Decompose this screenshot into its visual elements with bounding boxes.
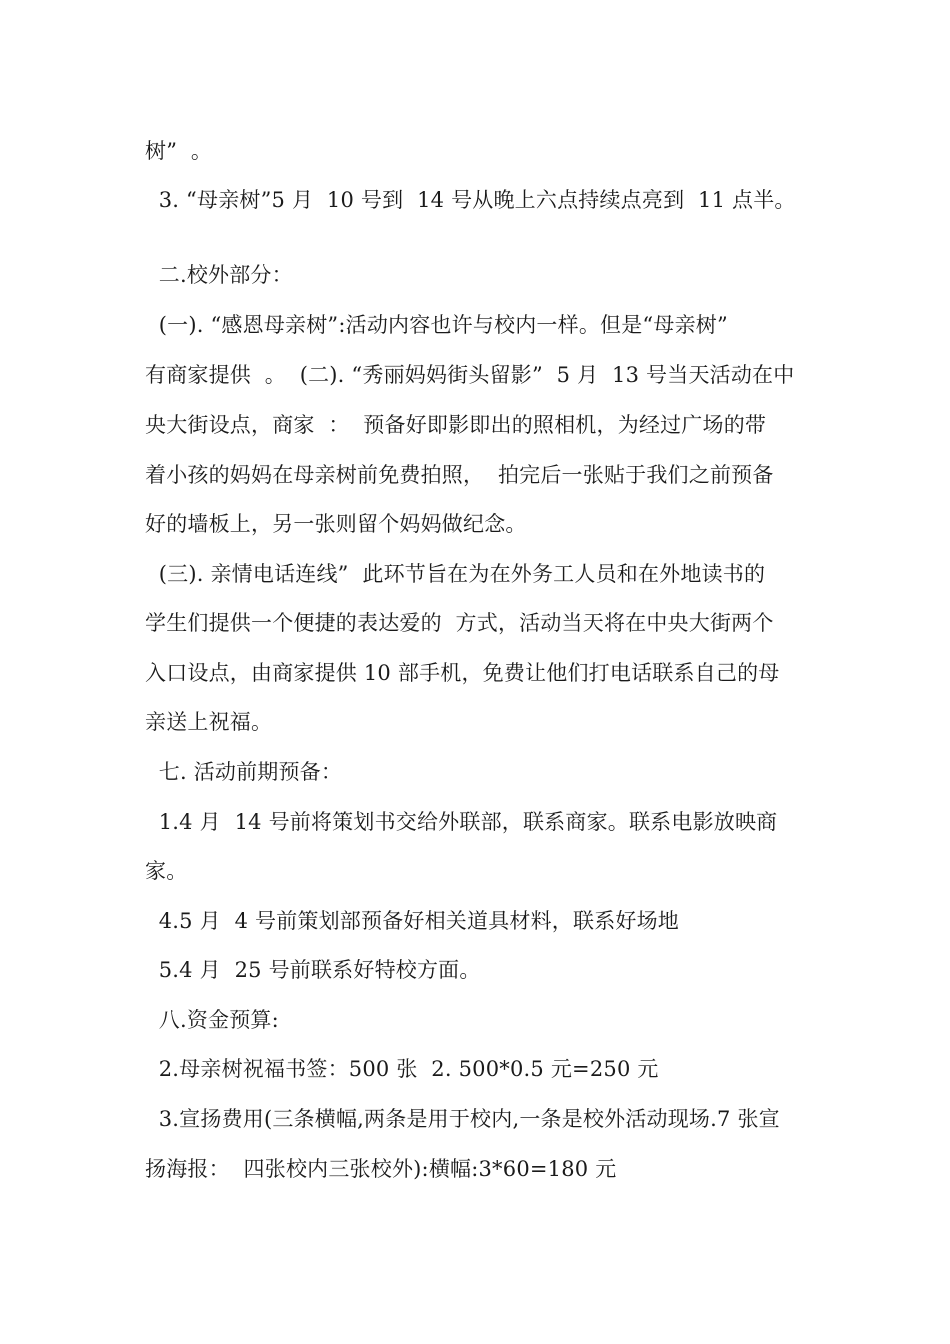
text-line: 亲送上祝福。	[145, 710, 273, 734]
section-heading: 二.校外部分：	[145, 263, 293, 287]
text-line: 入口设点，由商家提供 10 部手机，免费让他们打电话联系自己的母	[145, 661, 780, 685]
text-line: 4.5 月 4 号前策划部预备好相关道具材料，联系好场地	[145, 909, 680, 933]
text-line: 有商家提供 。 (二). “秀丽妈妈街头留影” 5 月 13 号当天活动在中	[145, 363, 795, 387]
section-heading: 八.资金预算:	[145, 1008, 279, 1032]
text-line: 好的墙板上，另一张则留个妈妈做纪念。	[145, 512, 527, 536]
text-line: 央大街设点，商家 ： 预备好即影即出的照相机，为经过广场的带	[145, 413, 767, 437]
text-line: 学生们提供一个便捷的表达爱的 方式，活动当天将在中央大街两个	[145, 611, 774, 635]
text-line: 扬海报： 四张校内三张校外):横幅:3*60=180 元	[145, 1157, 617, 1181]
text-line: 3.宣扬费用(三条横幅,两条是用于校内,一条是校外活动现场.7 张宣	[145, 1107, 780, 1131]
text-line: 1.4 月 14 号前将策划书交给外联部，联系商家。联系电影放映商	[145, 810, 778, 834]
text-line: (一). “感恩母亲树”:活动内容也许与校内一样。但是“母亲树”	[145, 313, 728, 337]
text-line: 3. “母亲树”5 月 10 号到 14 号从晚上六点持续点亮到 11 点半。	[145, 188, 796, 212]
text-line: 5.4 月 25 号前联系好特校方面。	[145, 958, 481, 982]
section-heading: 七. 活动前期预备：	[145, 760, 343, 784]
text-line: 2.母亲树祝福书签：500 张 2. 500*0.5 元=250 元	[145, 1057, 659, 1081]
text-line: 树” 。	[145, 139, 213, 163]
text-line: 着小孩的妈妈在母亲树前免费拍照， 拍完后一张贴于我们之前预备	[145, 463, 774, 487]
text-line: 家。	[145, 859, 188, 883]
text-line: (三). 亲情电话连线” 此环节旨在为在外务工人员和在外地读书的	[145, 562, 766, 586]
